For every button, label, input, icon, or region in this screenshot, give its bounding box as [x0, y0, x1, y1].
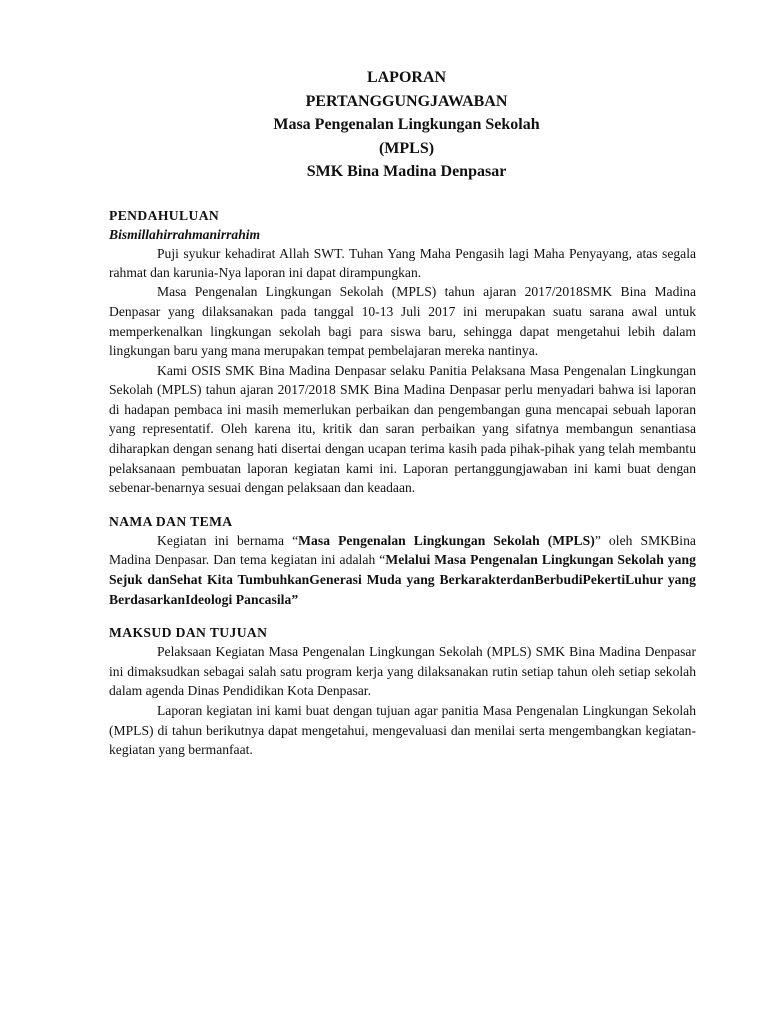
heading-maksud-dan-tujuan: MAKSUD DAN TUJUAN [109, 625, 268, 641]
maksud-paragraph-2: Laporan kegiatan ini kami buat dengan tujuan agar panitia Masa Pengenalan Lingkungan Sekolah (MPLS) di tahun berikutnya dapat mengetahui, mengevaluasi dan menilai serta mengembangkan kegiatan-kegiatan yang bermanfaat. [109, 703, 696, 758]
nama-tema-paragraph [109, 531, 696, 609]
pendahuluan-paragraph-2: Masa Pengenalan Lingkungan Sekolah (MPLS) tahun ajaran 2017/2018SMK Bina Madina Denpasar yang dilaksanakan pada tanggal 10-13 Juli 2017 ini merupakan suatu sarana awal untuk memperkenalkan lingkungan sekolah bagi para siswa baru, sehingga dapat mengetahui lebih dalam lingkungan baru yang mana merupakan tempat pembelajaran mereka nantinya. [109, 284, 696, 359]
title-line-laporan: LAPORAN [366, 69, 447, 86]
section-nama-dan-tema [109, 512, 696, 609]
nama-tema-text-2: ” oleh SMKBina Madina Denpasar. Dan tema kegiatan ini adalah “ [109, 532, 696, 568]
document-title [109, 66, 704, 184]
title-line-pertanggungjawaban: PERTANGGUNGJAWABAN [305, 92, 508, 110]
heading-nama-dan-tema: NAMA DAN TEMA [109, 513, 233, 529]
section-maksud-dan-tujuan [109, 623, 696, 760]
maksud-paragraph-1: Pelaksaan Kegiatan Masa Pengenalan Lingkungan Sekolah (MPLS) SMK Bina Madina Denpasar ini dimaksudkan sebagai salah satu program kerja yang dilaksanakan rutin setiap tahun oleh setiap sekolah dalam agenda Dinas Pendidikan Kota Denpasar. [109, 644, 696, 699]
pendahuluan-paragraph-1: Puji syukur kehadirat Allah SWT. Tuhan Yang Maha Pengasih lagi Maha Penyayang, atas segala rahmat dan karunia-Nya laporan ini dapat dirampungkan. [109, 245, 696, 280]
section-pendahuluan [109, 206, 696, 498]
title-line-school: SMK Bina Madina Denpasar [306, 163, 507, 180]
theme-bold: Melalui Masa Pengenalan Lingkungan Sekolah yang Sejuk danSehat Kita TumbuhkanGenerasi Muda yang BerkarakterdanBerbudiPekertiLuhur yang BerdasarkanIdeologi Pancasila” [109, 552, 696, 607]
event-name-bold: Masa Pengenalan Lingkungan Sekolah (MPLS) [298, 532, 595, 548]
basmalah: Bismillahirrahmanirrahim [109, 226, 261, 242]
heading-pendahuluan: PENDAHULUAN [109, 207, 220, 223]
pendahuluan-paragraph-3: Kami OSIS SMK Bina Madina Denpasar selaku Panitia Pelaksana Masa Pengenalan Lingkungan Sekolah (MPLS) tahun ajaran 2017/2018 SMK Bina Madina Denpasar perlu menyadari bahwa isi laporan di hadapan pembaca ini masih memerlukan perbaikan dan pengembangan guna mencapai sebuah laporan yang representatif. Oleh karena itu, kritik dan saran perbaikan yang sifatnya membangun senantiasa diharapkan dengan senang hati disertai dengan ucapan terima kasih pada pihak-pihak yang telah membantu pelaksanaan pembuatan laporan kegiatan kami ini. Laporan pertanggungjawaban ini kami buat dengan sebenar-benarnya sesuai dengan pelaksaan dan keadaan. [109, 362, 696, 496]
title-line-abbreviation: (MPLS) [378, 139, 435, 157]
title-line-event-name: Masa Pengenalan Lingkungan Sekolah [273, 116, 540, 133]
nama-tema-text-1: Kegiatan ini bernama “ [157, 532, 299, 548]
